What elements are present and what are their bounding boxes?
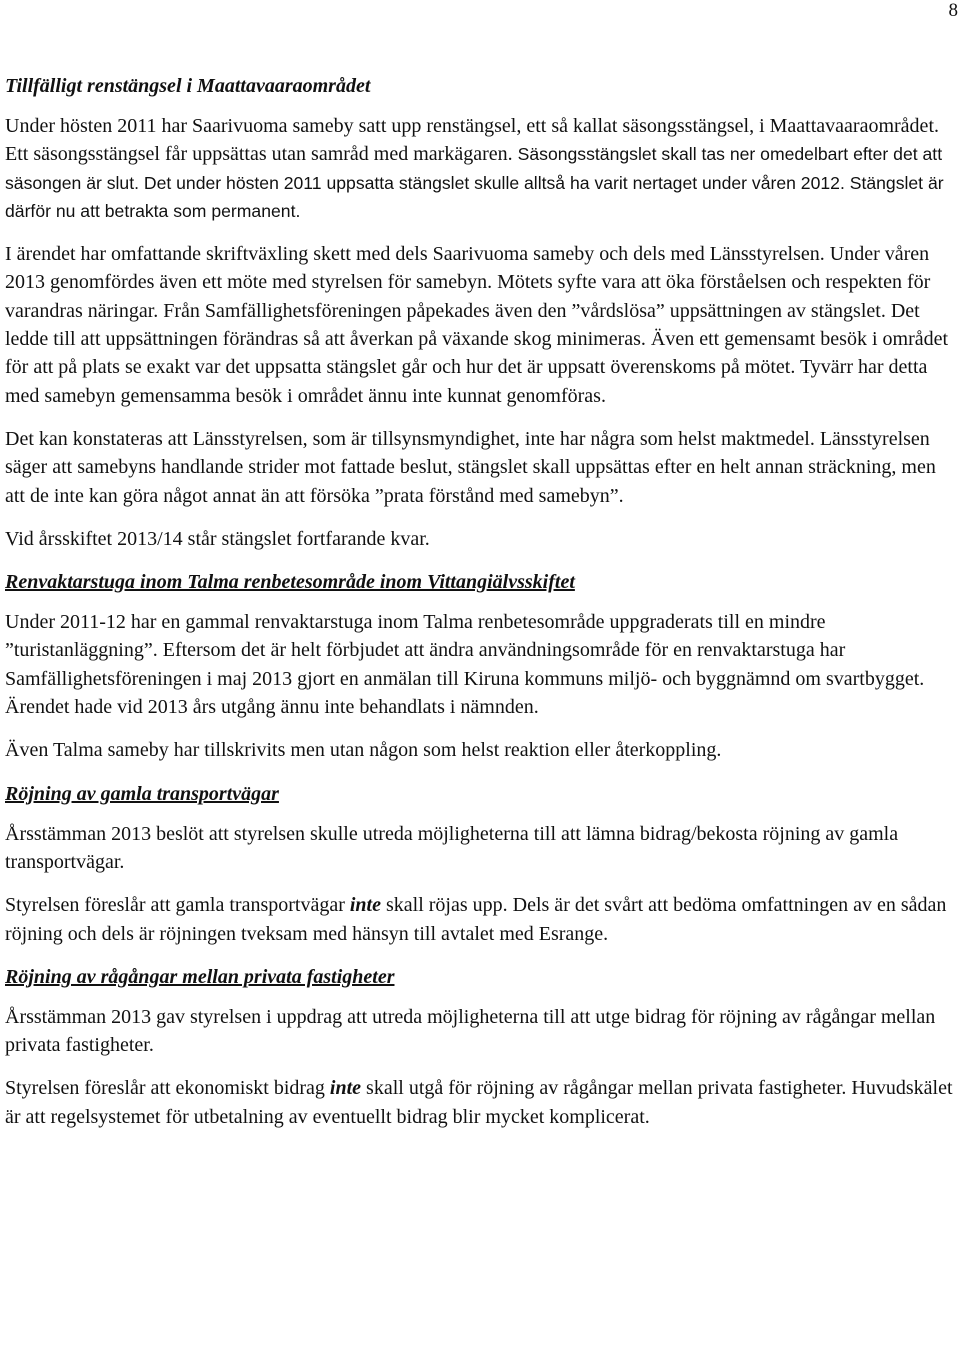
document-body: [5, 72, 955, 1146]
section-heading-text: Röjning av gamla transportvägar: [5, 782, 279, 805]
paragraph: Årsstämman 2013 beslöt att styrelsen skulle utreda möjligheterna till att lämna bidrag/bekosta röjning av gamla transportvägar.: [5, 822, 899, 873]
paragraph: I ärendet har omfattande skriftväxling skett med dels Saarivuoma sameby och dels med Länsstyrelsen. Under våren 2013 genomfördes även ett möte med styrelsen för samebyn. Mötets syfte vara att öka förståelsen och respekten för varandras näringar. Från Samfällighetsföreningen påpekades även den ”vårdslösa” uppsättningen av stängslet. Det ledde till att uppsättningen förändras så att åverkan på växande skog minimeras. Även ett gemensamt besök i området för att på plats se exakt var det uppsatta stängslet går och hur det är uppsatt överenskoms på mötet. Tyvärr har detta med samebyn gemensamma besök i området ännu inte kunnat genomföras.: [5, 243, 949, 407]
section-heading-renvaktarstuga: [5, 568, 955, 596]
paragraph: [5, 112, 955, 225]
section-heading-renstangsel: Tillfälligt renstängsel i Maattavaaraområdet: [5, 75, 371, 97]
paragraph-serif-part: Under hösten 2011 har Saarivuoma sameby satt upp renstängsel, ett så kallat säsongsstängsel, i Maattavaaraområdet. Ett säsongsstängsel får uppsättas utan samråd med markägaren.: [5, 115, 939, 166]
paragraph-after: skall utgå för röjning av rågångar mellan privata fastigheter. Huvudskälet är att regelsystemet för utbetalning av eventuellt bidrag blir mycket komplicerat.: [5, 1077, 953, 1128]
paragraph: Även Talma sameby har tillskrivits men utan någon som helst reaktion eller återkoppling.: [5, 739, 722, 762]
paragraph: [5, 891, 955, 948]
emphasis-word: inte: [329, 1077, 362, 1100]
emphasis-word: inte: [349, 894, 381, 917]
section-heading-ragangar: [5, 963, 955, 991]
paragraph: Vid årsskiftet 2013/14 står stängslet fortfarande kvar.: [5, 527, 430, 550]
section-heading-text: Röjning av rågångar mellan privata fastigheter: [5, 965, 395, 988]
paragraph-sans-part: Säsongsstängslet skall tas ner omedelbart efter det att säsongen är slut. Det under hösten 2011 uppsatta stängslet skulle alltså ha varit nertaget under våren 2012. Stängslet är därför nu att betrakta som permanent.: [5, 144, 944, 221]
paragraph-before: Styrelsen föreslår att gamla transportvägar: [5, 894, 350, 917]
paragraph: Under 2011-12 har en gammal renvaktarstuga inom Talma renbetesområde uppgraderats till en mindre ”turistanläggning”. Eftersom det är helt förbjudet att ändra användningsområde för en renvaktarstuga har Samfällighetsföreningen i maj 2013 gjort en anmälan till Kiruna kommuns miljö- och byggnämnd om svartbygget. Ärendet hade vid 2013 års utgång ännu inte behandlats i nämnden.: [5, 611, 925, 719]
paragraph: [5, 1074, 955, 1131]
section-heading-transportvagar: [5, 780, 955, 808]
paragraph: Årsstämman 2013 gav styrelsen i uppdrag att utreda möjligheterna till att utge bidrag för röjning av rågångar mellan privata fastigheter.: [5, 1005, 936, 1057]
section-heading-text: Renvaktarstuga inom Talma renbetesområde inom Vittangiälvsskiftet: [5, 571, 575, 594]
paragraph-after: skall röjas upp. Dels är det svårt att bedöma omfattningen av en sådan röjning och dels är röjningen tveksam med hänsyn till avtalet med Esrange.: [5, 894, 947, 945]
paragraph-before: Styrelsen föreslår att ekonomiskt bidrag: [5, 1077, 330, 1100]
page-number: 8: [948, 0, 958, 21]
paragraph: Det kan konstateras att Länsstyrelsen, som är tillsynsmyndighet, inte har några som helst maktmedel. Länsstyrelsen säger att samebyns handlande strider mot fattade beslut, stängslet skall uppsättas efter en helt annan sträckning, men att de inte kan göra något annat än att försöka ”prata förstånd med samebyn”.: [5, 427, 936, 507]
